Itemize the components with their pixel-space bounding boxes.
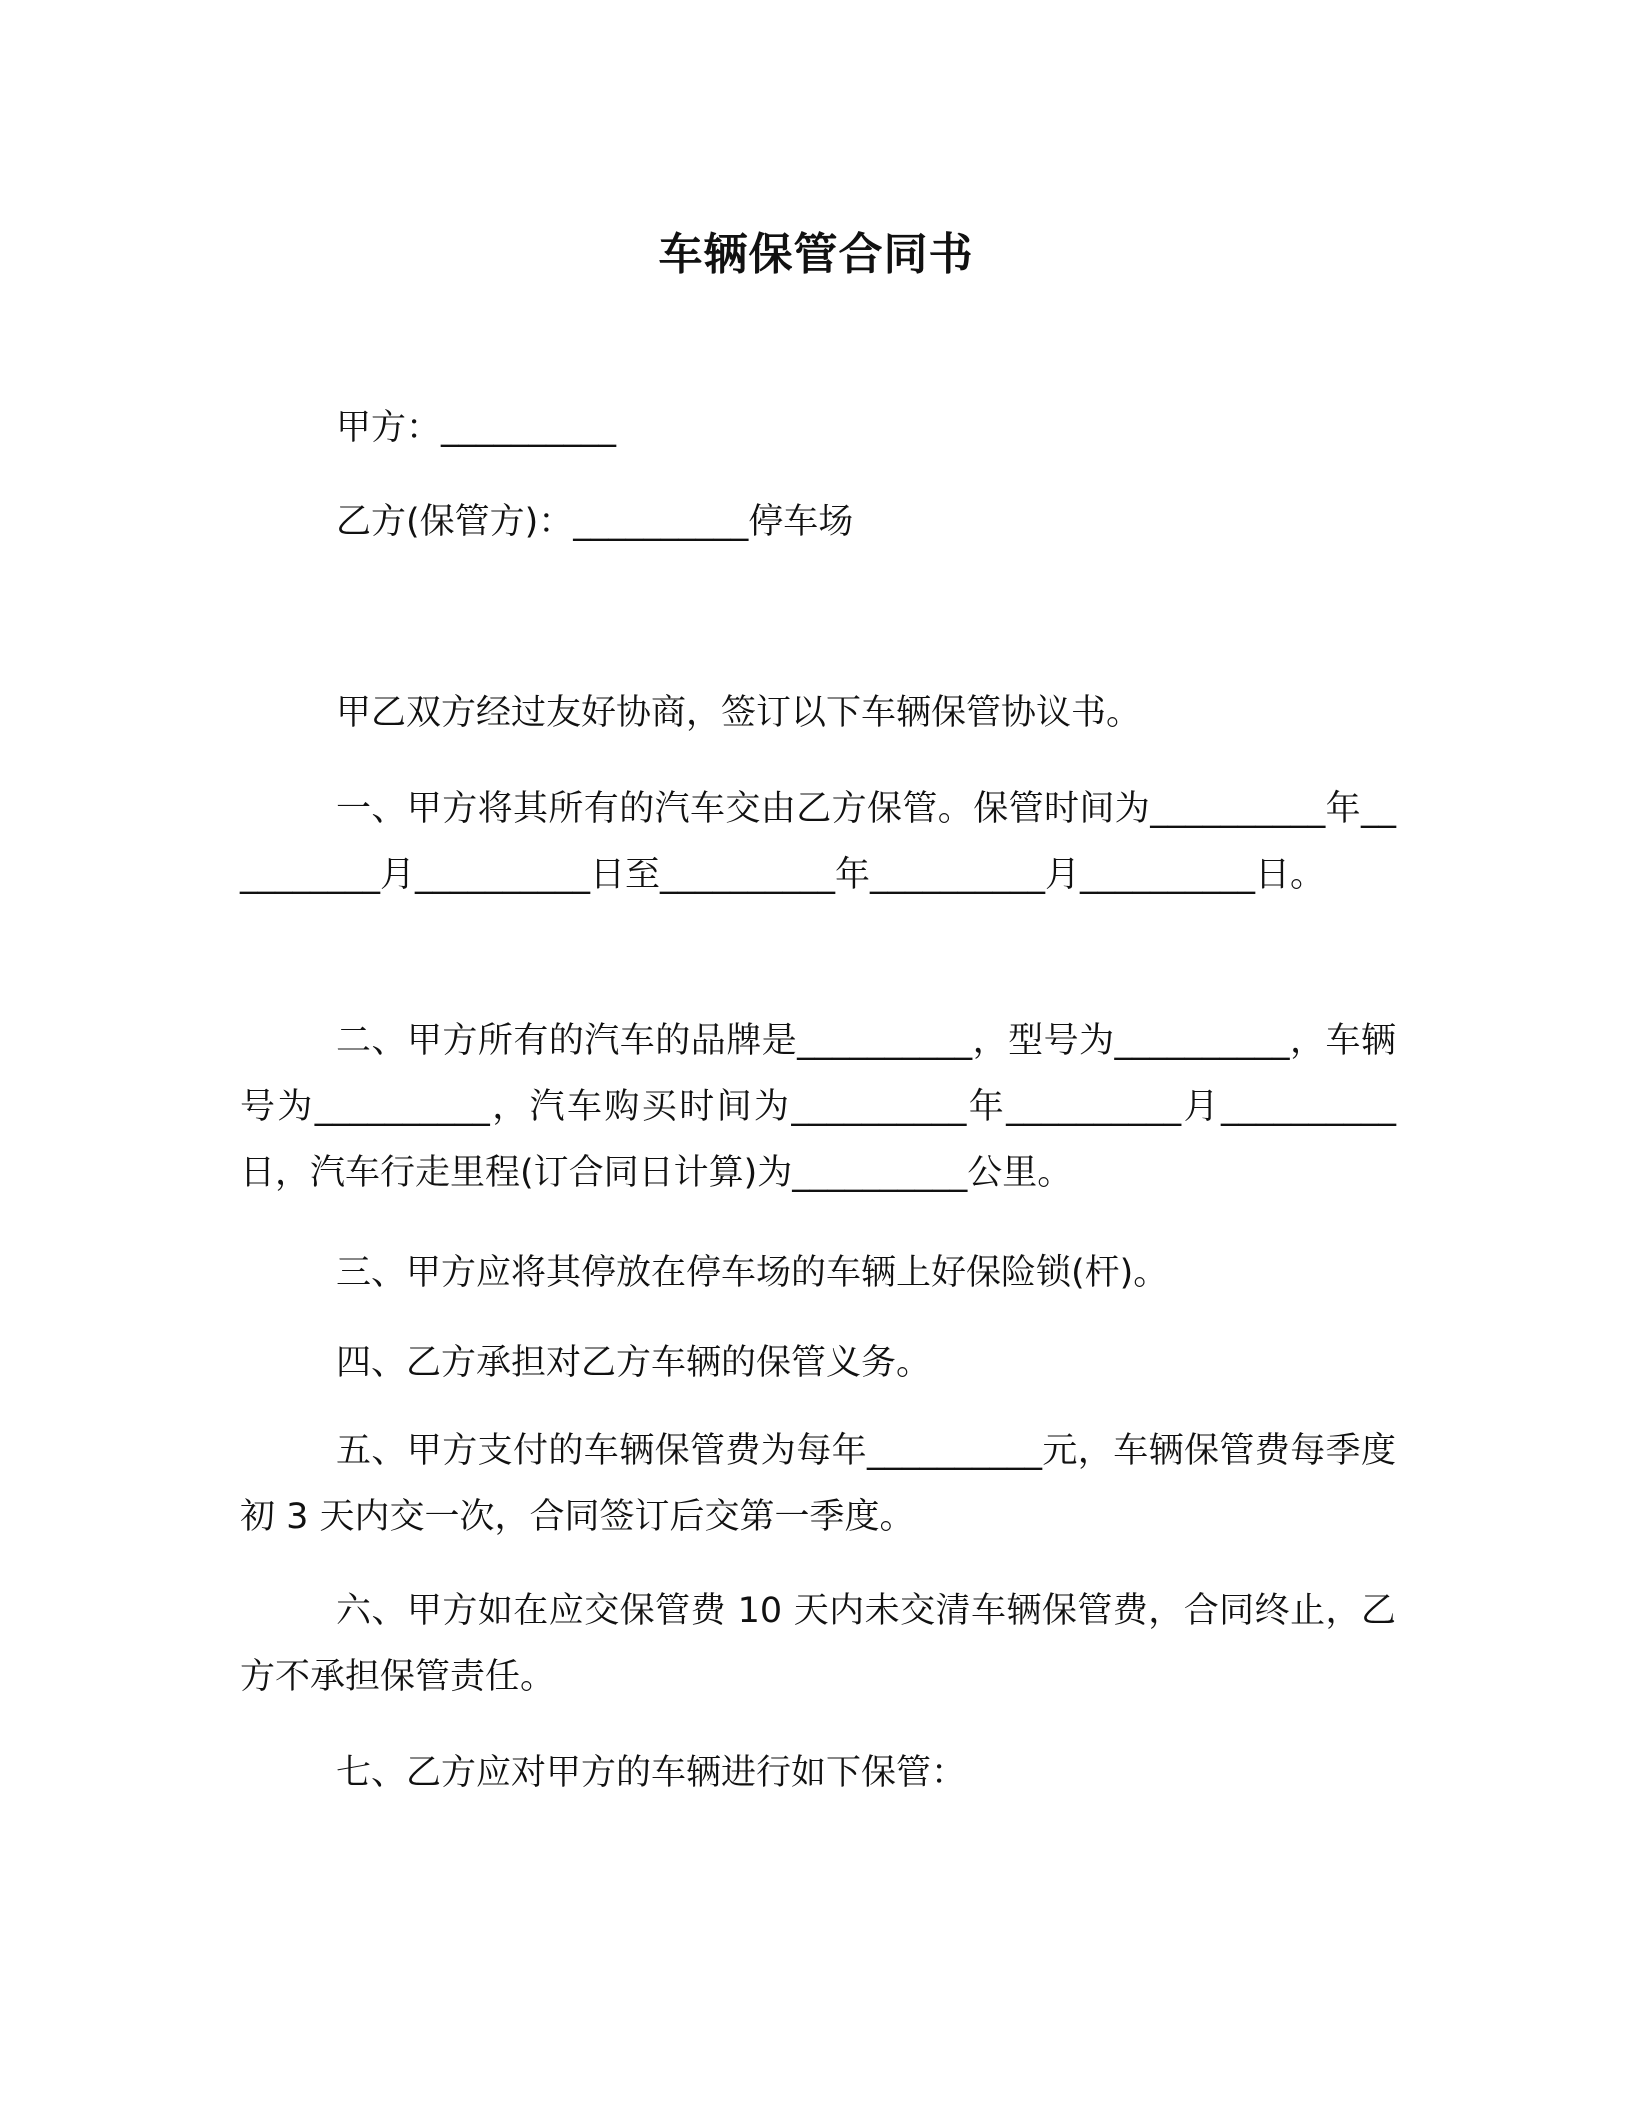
clause-5: 五、甲方支付的车辆保管费为每年__________元，车辆保管费每季度初 3 天内交一次，合同签订后交第一季度。 <box>240 1431 1396 1537</box>
party-a-line: 甲方：__________ <box>336 408 617 448</box>
clause-4: 四、乙方承担对乙方车辆的保管义务。 <box>336 1343 932 1383</box>
party-b-line: 乙方(保管方)：__________停车场 <box>336 502 854 542</box>
clause-2: 二、甲方所有的汽车的品牌是__________，型号为__________，车辆号为__________，汽车购买时间为__________年__________月__________日，汽车行走里程(订合同日计算)为__________公里。 <box>240 1021 1396 1193</box>
clause-7: 七、乙方应对甲方的车辆进行如下保管： <box>336 1753 967 1793</box>
intro-paragraph: 甲乙双方经过友好协商，签订以下车辆保管协议书。 <box>336 693 1142 733</box>
clause-3: 三、甲方应将其停放在停车场的车辆上好保险锁(杆)。 <box>336 1253 1169 1293</box>
clause-1: 一、甲方将其所有的汽车交由乙方保管。保管时间为__________年__________月__________日至__________年__________月__________日。 <box>240 789 1396 895</box>
document-title: 车辆保管合同书 <box>658 229 974 280</box>
clause-6: 六、甲方如在应交保管费 10 天内未交清车辆保管费，合同终止，乙方不承担保管责任。 <box>240 1591 1396 1697</box>
